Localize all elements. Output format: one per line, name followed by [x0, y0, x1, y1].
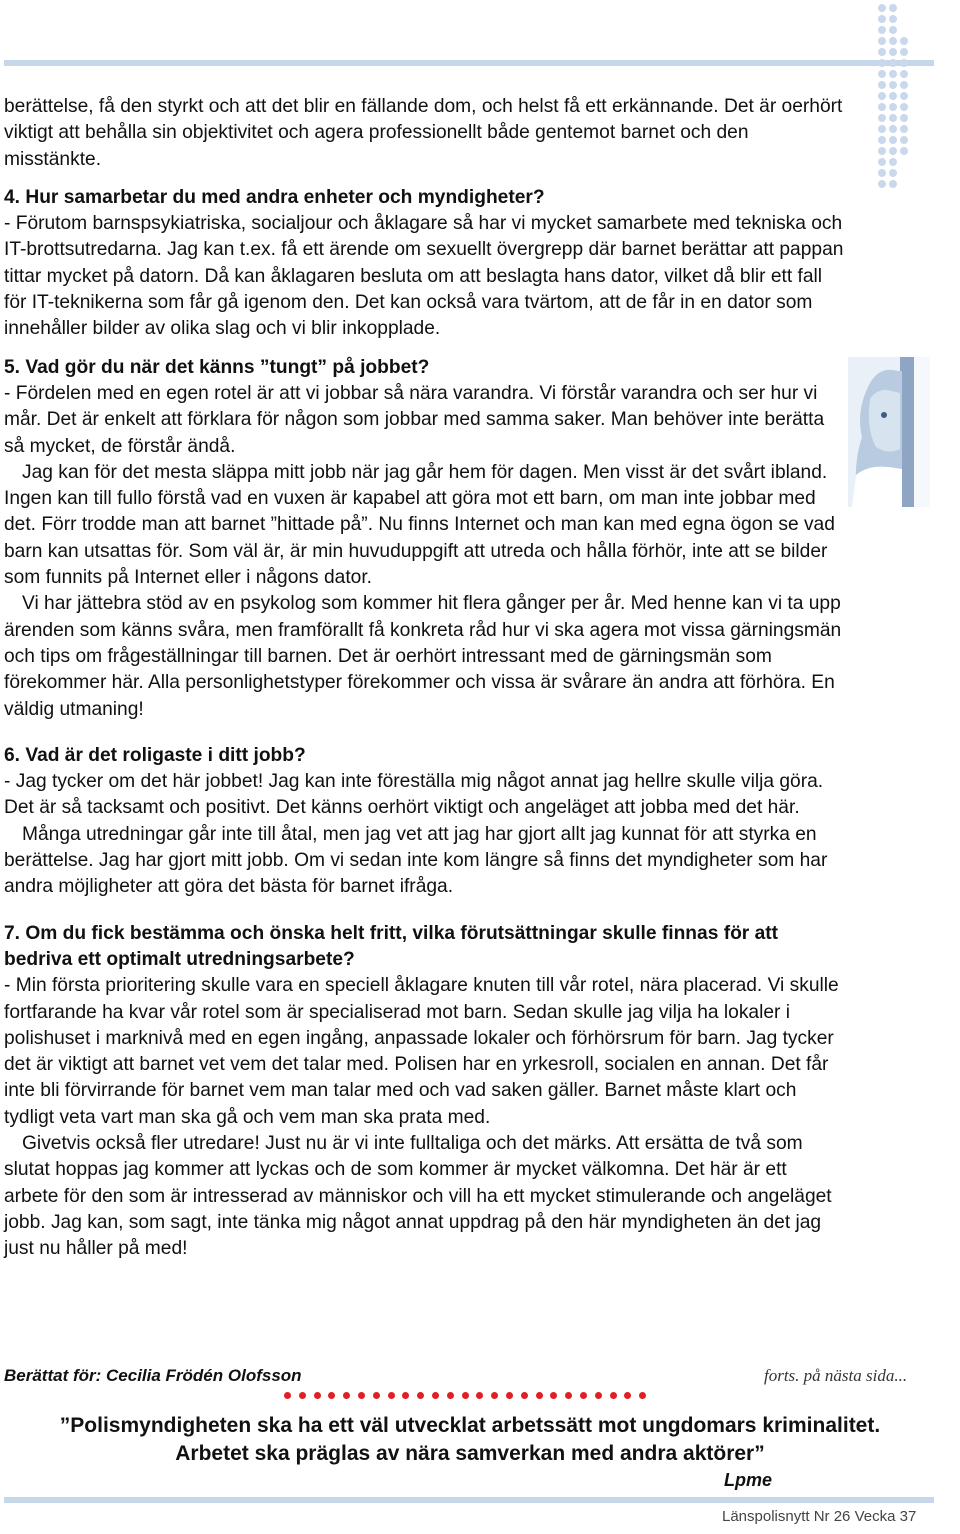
red-dot: [328, 1392, 335, 1399]
red-dot: [284, 1392, 291, 1399]
decorative-dot: [878, 4, 886, 12]
decorative-dot: [878, 169, 886, 177]
decorative-dot: [878, 37, 886, 45]
red-dot: [521, 1392, 528, 1399]
decorative-dot: [900, 70, 908, 78]
answer-7b: Givetvis också fler utredare! Just nu är vi inte fulltaliga och det märks. Att ersätta de två som slutat hoppas jag kommer att lyckas och de som kommer är mycket välkomna. Det här är ett arbete för den som är intresserad av människor och vill ha ett mycket stimulerande och angeläget jobb. Jag kan, som sagt, inte tänka mig något annat uppdrag på den här myndigheten än det jag just nu håller på med!: [4, 1132, 832, 1260]
red-dot: [314, 1392, 321, 1399]
decorative-dot: [889, 125, 897, 133]
decorative-dot: [889, 4, 897, 12]
decorative-dot: [889, 37, 897, 45]
decorative-dot: [889, 103, 897, 111]
decorative-dot: [878, 70, 886, 78]
decorative-dot: [889, 81, 897, 89]
red-dot: [447, 1392, 454, 1399]
page-footer: Länspolisnytt Nr 26 Vecka 37: [722, 1508, 917, 1525]
decorative-dot: [878, 26, 886, 34]
decorative-dot: [900, 103, 908, 111]
answer-4: - Förutom barnspsykiatriska, socialjour och åklagare så har vi mycket samarbete med tekniska och IT-brottsutredarna. Jag kan t.ex. få ett ärende om sexuellt övergrepp där barnet berättar att pappan tittar mycket på datorn. Då kan åklagaren besluta om att beslagta hans dator, vilket då blir ett fall för IT-teknikerna som får gå igenom den. Det kan också vara tvärtom, att de får in en dator som innehåller bilder av olika slag och vi blir inkopplade.: [4, 213, 844, 340]
red-dot: [358, 1392, 365, 1399]
decorative-dot: [900, 114, 908, 122]
red-dot: [476, 1392, 483, 1399]
red-dot: [580, 1392, 587, 1399]
continued-link[interactable]: forts. på nästa sida...: [764, 1366, 908, 1385]
answer-7a: - Min första prioritering skulle vara en speciell åklagare knuten till vår rotel, nära placerad. Vi skulle fortfarande ha kvar vår rotel som är specialiserad mot barn. Sedan skulle jag vilja ha lokaler i polishuset i marknivå med en egen ingång, anpassade lokaler och förhörsrum för barn. Jag tycker det är viktigt att barnet vet vem det talar med. Polisen har en yrkesroll, socialen en annan. Det får inte bli förvirrande för barnet vem man talar med och vad saken gäller. Barnet måste klart och tydligt veta vart man ska gå och vem man ska prata med.: [4, 975, 839, 1128]
decorative-dot: [889, 114, 897, 122]
decorative-dot: [900, 81, 908, 89]
decorative-dot: [889, 59, 897, 67]
decorative-dot: [878, 147, 886, 155]
red-dot: [373, 1392, 380, 1399]
decorative-dot: [889, 26, 897, 34]
red-dot: [565, 1392, 572, 1399]
red-dot: [506, 1392, 513, 1399]
decorative-dot: [900, 136, 908, 144]
answer-5c: Vi har jättebra stöd av en psykolog som kommer hit flera gånger per år. Med henne kan vi ta upp ärenden som känns svåra, men framförallt få konkreta råd hur vi ska agera mot vissa gärningsmän och tips om frågeställningar till barnen. Det är oerhört intressant med de gärningsmän som förekommer här. Alla personlighetstyper förekommer och vissa är svårare än andra att förhöra. En väldig utmaning!: [4, 593, 842, 720]
answer-5b: Jag kan för det mesta släppa mitt jobb när jag går hem för dagen. Men visst är det svårt ibland. Ingen kan till fullo förstå vad en vuxen är kapabel att göra mot ett barn, om man inte jobbar med det. Förr trodde man att barnet ”hittade på”. Nu finns Internet och man kan med egna ögon se vad barn kan utsattas för. Som väl är, är min huvuduppgift att utreda och hålla förhör, inte att se bilder som funnits på Internet eller i någons dator.: [4, 461, 835, 589]
decorative-dot: [878, 103, 886, 111]
decorative-dot: [878, 158, 886, 166]
decorative-dot: [900, 59, 908, 67]
pull-quote: [0, 1412, 940, 1468]
question-5: 5. Vad gör du när det känns ”tungt” på jobbet?: [4, 356, 430, 378]
decorative-dot: [878, 125, 886, 133]
red-dot: [432, 1392, 439, 1399]
decorative-dot: [900, 92, 908, 100]
quote-author: Lpme: [724, 1470, 773, 1490]
decorative-dot: [900, 125, 908, 133]
red-dot: [402, 1392, 409, 1399]
decorative-dot: [889, 180, 897, 188]
answer-5a: - Fördelen med en egen rotel är att vi jobbar så nära varandra. Vi förstår varandra och ser hur vi mår. Det är enkelt att förklara för någon som jobbar med samma saker. Man behöver inte berätta så mycket, de förstår ändå.: [4, 382, 825, 457]
decorative-dot: [878, 180, 886, 188]
question-6: 6. Vad är det roligaste i ditt jobb?: [4, 744, 306, 766]
decorative-dot: [889, 136, 897, 144]
question-7: 7. Om du fick bestämma och önska helt fritt, vilka förutsättningar skulle finnas för att bedriva ett optimalt utredningsarbete?: [4, 922, 779, 970]
question-4: 4. Hur samarbetar du med andra enheter och myndigheter?: [4, 186, 545, 208]
red-dot: [595, 1392, 602, 1399]
bottom-rule: [4, 1497, 934, 1503]
decorative-dot: [900, 147, 908, 155]
red-dot: [536, 1392, 543, 1399]
red-dot: [388, 1392, 395, 1399]
decorative-dot: [878, 136, 886, 144]
red-dot: [550, 1392, 557, 1399]
red-dot: [462, 1392, 469, 1399]
top-rule: [4, 60, 934, 66]
red-dot-divider: [284, 1392, 654, 1400]
decorative-dot: [900, 37, 908, 45]
decorative-dot: [889, 92, 897, 100]
author-credit: Berättat för: Cecilia Frödén Olofsson: [4, 1366, 302, 1385]
decorative-dots: [874, 4, 904, 204]
red-dot: [639, 1392, 646, 1399]
quote-line-2: Arbetet ska präglas av nära samverkan med andra aktörer”: [175, 1442, 765, 1465]
red-dot: [610, 1392, 617, 1399]
decorative-dot: [889, 48, 897, 56]
red-dot: [343, 1392, 350, 1399]
red-dot: [624, 1392, 631, 1399]
decorative-dot: [889, 147, 897, 155]
decorative-dot: [889, 70, 897, 78]
decorative-dot: [878, 92, 886, 100]
decorative-dot: [900, 48, 908, 56]
red-dot: [299, 1392, 306, 1399]
child-photo: [848, 357, 930, 507]
decorative-dot: [878, 59, 886, 67]
article-body: [4, 94, 844, 1262]
answer-6b: Många utredningar går inte till åtal, men jag vet att jag har gjort allt jag kunnat för att styrka en berättelse. Jag har gjort mitt jobb. Om vi sedan inte kom längre så finns det myndigheter som har andra möjligheter att göra det bästa för barnet ifråga.: [4, 823, 828, 898]
answer-6a: - Jag tycker om det här jobbet! Jag kan inte föreställa mig något annat jag hellre skulle vilja göra. Det är så tacksamt och positivt. Det känns oerhört viktigt och angeläget att jobba med det här.: [4, 771, 824, 819]
decorative-dot: [878, 15, 886, 23]
intro-paragraph: berättelse, få den styrkt och att det blir en fällande dom, och helst få ett erkännande. Det är oerhört viktigt att behålla sin objektivitet och agera professionellt både gentemot barnet och den misstänkte.: [4, 96, 843, 170]
decorative-dot: [878, 48, 886, 56]
decorative-dot: [889, 158, 897, 166]
red-dot: [491, 1392, 498, 1399]
red-dot: [417, 1392, 424, 1399]
decorative-dot: [889, 15, 897, 23]
decorative-dot: [889, 169, 897, 177]
decorative-dot: [878, 114, 886, 122]
quote-line-1: ”Polismyndigheten ska ha ett väl utvecklat arbetssätt mot ungdomars kriminalitet.: [59, 1414, 881, 1437]
decorative-dot: [878, 81, 886, 89]
